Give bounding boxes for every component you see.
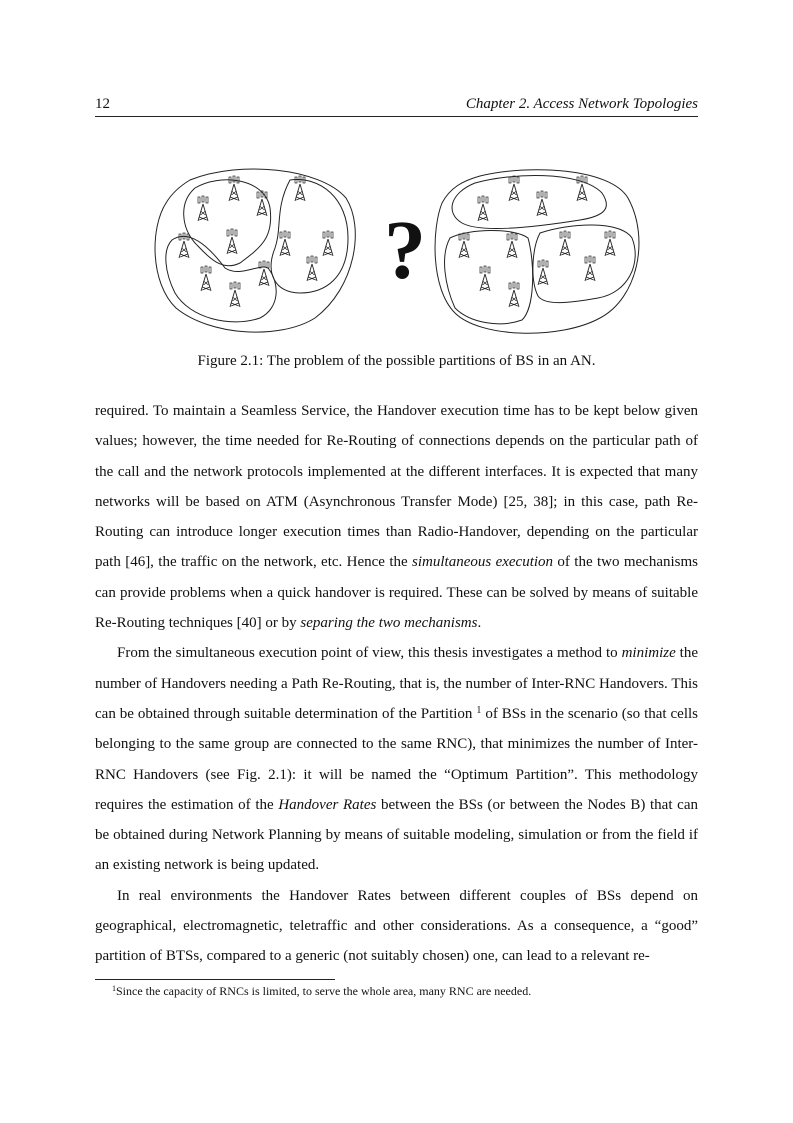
emphasis: simultaneous execution	[412, 554, 554, 571]
emphasis: separing the two mechanisms	[300, 615, 478, 632]
right-partition	[435, 170, 639, 334]
text-run: of BSs in the scenario (so that cells belonging to the same group are connected to the same RNC), that minimizes the number of Inter-RNC Handovers (see Fig. 2.1): it will be named the “Optimum Partition”. This methodology requires the estimation of the	[95, 705, 699, 813]
emphasis: minimize	[621, 645, 676, 662]
text-run: .	[477, 615, 482, 632]
text-run: between the BSs (or between the Nodes B) that can be obtained during Network Planning by means of suitable modeling, simulation or from the field if an existing network is being updated.	[95, 796, 698, 874]
figure-partitions	[150, 168, 650, 338]
paragraph	[95, 638, 698, 880]
text-run: From the simultaneous execution point of view, this thesis investigates a method to	[117, 645, 622, 662]
left-partition	[155, 169, 355, 332]
footnote-rule	[95, 979, 335, 980]
text-run: of the two mechanisms can provide problems when a quick handover is required. These can be solved by means of suitable Re-Routing techniques [40] or by	[95, 554, 698, 632]
footnote-mark: 1	[112, 984, 116, 993]
paragraph	[95, 396, 698, 638]
question-mark: ?	[384, 204, 426, 297]
paragraph	[95, 881, 698, 972]
figure-caption: Figure 2.1: The problem of the possible partitions of BS in an AN.	[197, 353, 596, 369]
text-run: the number of Handovers needing a Path Re-Routing, that is, the number of Inter-RNC Handovers. This can be obtained through suitable determination of the Partition	[95, 645, 699, 722]
footnote-text: Since the capacity of RNCs is limited, to serve the whole area, many RNC are needed.	[116, 984, 532, 998]
emphasis: Handover Rates	[278, 796, 377, 813]
partition-diagram	[150, 168, 650, 338]
footnote	[112, 984, 698, 999]
running-header	[95, 94, 698, 117]
chapter-title: Chapter 2. Access Network Topologies	[465, 96, 698, 112]
body-text	[95, 396, 698, 972]
page-number: 12	[95, 96, 110, 112]
text-run: In real environments the Handover Rates between different couples of BSs depend on geographical, electromagnetic, teletraffic and other considerations. As a consequence, a “good” partition of BTSs, compared to a generic (not suitably chosen) one, can lead to a relevant re-	[95, 887, 698, 965]
footnote-ref: 1	[476, 704, 482, 716]
text-run: required. To maintain a Seamless Service, the Handover execution time has to be kept below given values; however, the time needed for Re-Routing of connections depends on the particular path of the call and the network protocols implemented at the different interfaces. It is expected that many networks will be based on ATM (Asynchronous Transfer Mode) [25, 38]; in this case, path Re-Routing can introduce longer execution times than Radio-Handover, depending on the particular path [46], the traffic on the network, etc. Hence the	[95, 403, 698, 571]
